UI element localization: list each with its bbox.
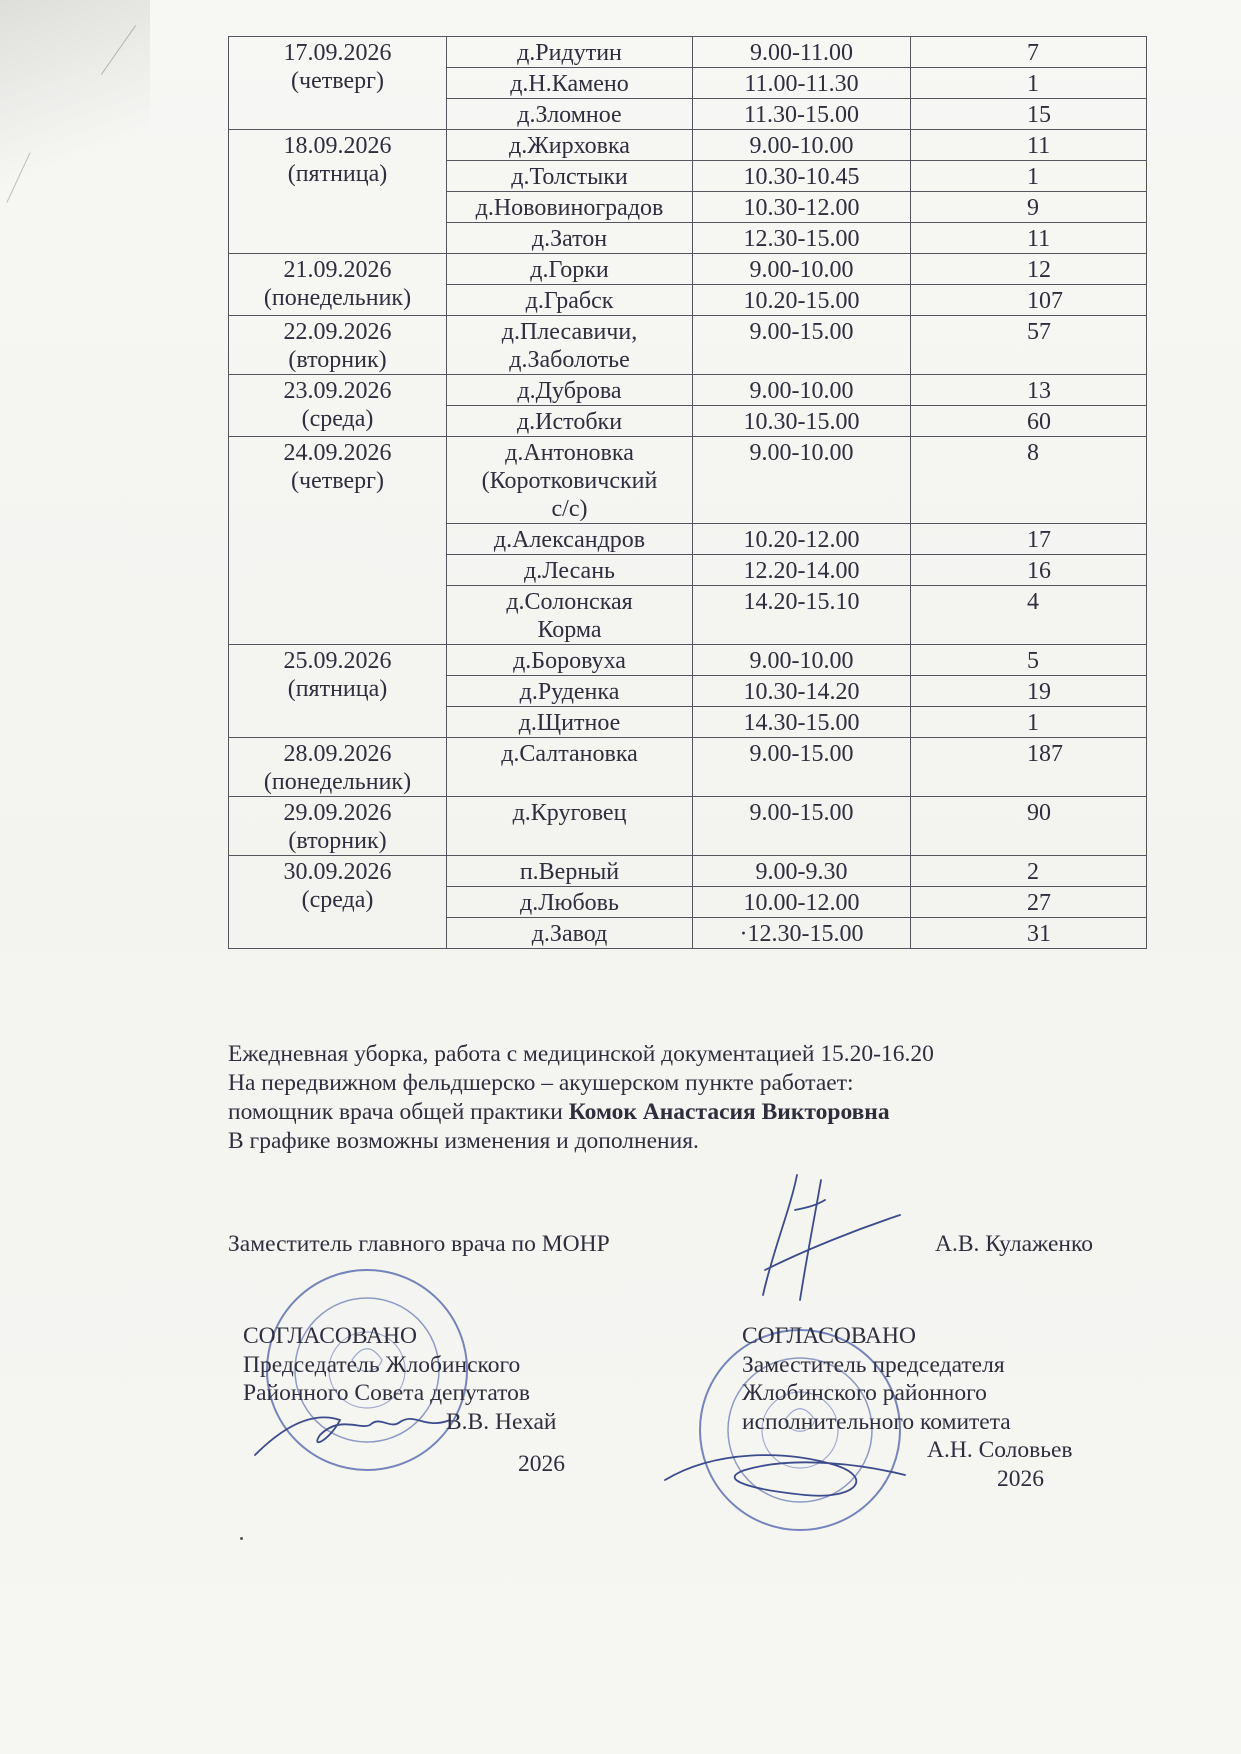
place-cell: д.Дуброва <box>447 375 693 406</box>
approval-heading: СОГЛАСОВАНО <box>742 1323 916 1349</box>
count-cell: 7 <box>911 37 1147 68</box>
note-line: В графике возможны изменения и дополнения. <box>228 1128 699 1154</box>
count-cell: 1 <box>911 68 1147 99</box>
count-cell: 13 <box>911 375 1147 406</box>
time-cell: 9.00-10.00 <box>693 437 911 524</box>
scan-shadow <box>0 0 150 260</box>
date-cell <box>229 645 447 738</box>
place-cell: д.Зломное <box>447 99 693 130</box>
weekday-text: (пятница) <box>287 676 388 702</box>
place-cell <box>447 316 693 375</box>
time-cell: 9.00-10.00 <box>693 130 911 161</box>
table-row <box>229 37 1147 68</box>
date-text: 21.09.2026 <box>283 257 392 283</box>
time-cell: 14.20-15.10 <box>693 586 911 645</box>
count-cell: 187 <box>911 738 1147 797</box>
date-cell <box>229 37 447 130</box>
approver-name: В.В. Нехай <box>446 1408 557 1435</box>
date-cell <box>229 797 447 856</box>
place-cell: д.Горки <box>447 254 693 285</box>
place-cell: д.Щитное <box>447 707 693 738</box>
time-cell: 9.00-10.00 <box>693 645 911 676</box>
weekday-text: (среда) <box>301 406 374 432</box>
place-cell: д.Затон <box>447 223 693 254</box>
count-cell: 31 <box>911 918 1147 949</box>
time-cell: 9.00-15.00 <box>693 316 911 375</box>
date-cell <box>229 856 447 949</box>
count-cell: 17 <box>911 524 1147 555</box>
approval-block-right <box>742 1322 1102 1493</box>
table-row <box>229 316 1147 375</box>
time-cell: 10.20-12.00 <box>693 524 911 555</box>
time-cell: ·12.30-15.00 <box>693 918 911 949</box>
count-cell: 19 <box>911 676 1147 707</box>
place-cell: д.Круговец <box>447 797 693 856</box>
date-cell <box>229 130 447 254</box>
time-cell: 10.30-10.45 <box>693 161 911 192</box>
date-text: 18.09.2026 <box>283 133 392 159</box>
date-cell <box>229 316 447 375</box>
count-cell: 11 <box>911 130 1147 161</box>
date-text: 17.09.2026 <box>283 40 392 66</box>
place-cell: д.Истобки <box>447 406 693 437</box>
time-cell: 10.30-12.00 <box>693 192 911 223</box>
date-text: 29.09.2026 <box>283 800 392 826</box>
scan-artifact-line <box>101 25 136 75</box>
signer-position: Заместитель главного врача по МОНР <box>228 1231 610 1257</box>
place-cell: д.Грабск <box>447 285 693 316</box>
signer-name: А.В. Кулаженко <box>935 1231 1093 1257</box>
time-cell: 10.20-15.00 <box>693 285 911 316</box>
time-cell: 11.00-11.30 <box>693 68 911 99</box>
note-line: На передвижном фельдшерско – акушерском пункте работает: <box>228 1070 854 1096</box>
approver-name: А.Н. Соловьев <box>927 1437 1073 1463</box>
place-text: Корма <box>537 617 602 643</box>
place-cell <box>447 586 693 645</box>
weekday-text: (вторник) <box>288 828 387 854</box>
place-text: с/с) <box>551 496 588 522</box>
time-cell: 9.00-10.00 <box>693 375 911 406</box>
place-cell: д.Жирховка <box>447 130 693 161</box>
weekday-text: (четверг) <box>291 468 384 494</box>
scan-speck <box>240 1537 243 1540</box>
note-prefix: помощник врача общей практики <box>228 1099 569 1125</box>
table-row <box>229 130 1147 161</box>
time-cell: 9.00-10.00 <box>693 254 911 285</box>
time-cell: 9.00-11.00 <box>693 37 911 68</box>
place-text: д.Плесавичи, <box>501 319 638 345</box>
count-cell: 2 <box>911 856 1147 887</box>
approval-year: 2026 <box>997 1465 1044 1492</box>
count-cell: 12 <box>911 254 1147 285</box>
count-cell: 15 <box>911 99 1147 130</box>
approval-line: исполнительного комитета <box>742 1408 1011 1435</box>
approval-line: Председатель Жлобинского <box>243 1351 521 1378</box>
table-row <box>229 797 1147 856</box>
count-cell: 11 <box>911 223 1147 254</box>
date-text: 28.09.2026 <box>283 741 392 767</box>
date-cell <box>229 738 447 797</box>
staff-name: Комок Анастасия Викторовна <box>568 1099 890 1125</box>
approval-year: 2026 <box>518 1451 565 1477</box>
table-row <box>229 856 1147 887</box>
time-cell: 10.00-12.00 <box>693 887 911 918</box>
place-cell <box>447 437 693 524</box>
weekday-text: (среда) <box>301 887 374 913</box>
weekday-text: (понедельник) <box>263 769 412 795</box>
time-cell: 12.30-15.00 <box>693 223 911 254</box>
place-cell: д.Толстыки <box>447 161 693 192</box>
place-text: д.Солонская <box>506 589 633 615</box>
notes-block <box>228 1040 1148 1156</box>
time-cell: 10.30-15.00 <box>693 406 911 437</box>
approval-line: Районного Совета депутатов <box>243 1380 530 1406</box>
count-cell: 8 <box>911 437 1147 524</box>
count-cell: 90 <box>911 797 1147 856</box>
date-text: 24.09.2026 <box>283 440 392 466</box>
weekday-text: (пятница) <box>287 161 388 187</box>
place-cell: п.Верный <box>447 856 693 887</box>
table-row <box>229 254 1147 285</box>
note-line <box>228 1098 1148 1127</box>
approval-line: Заместитель председателя <box>742 1351 1005 1378</box>
table-row <box>229 375 1147 406</box>
weekday-text: (вторник) <box>288 347 387 373</box>
date-cell <box>229 254 447 316</box>
date-text: 25.09.2026 <box>283 648 392 674</box>
date-text: 22.09.2026 <box>283 319 392 345</box>
date-text: 23.09.2026 <box>283 378 392 404</box>
place-cell: д.Александров <box>447 524 693 555</box>
count-cell: 107 <box>911 285 1147 316</box>
count-cell: 16 <box>911 555 1147 586</box>
place-text: (Коротковичский <box>481 468 658 494</box>
count-cell: 60 <box>911 406 1147 437</box>
place-cell: д.Руденка <box>447 676 693 707</box>
weekday-text: (понедельник) <box>263 285 412 311</box>
approval-heading: СОГЛАСОВАНО <box>243 1323 417 1349</box>
time-cell: 9.00-15.00 <box>693 797 911 856</box>
time-cell: 14.30-15.00 <box>693 707 911 738</box>
approval-block-left <box>243 1322 623 1479</box>
count-cell: 9 <box>911 192 1147 223</box>
place-cell: д.Лесань <box>447 555 693 586</box>
schedule-table <box>228 36 1147 949</box>
signature-kulazhenko <box>735 1170 905 1310</box>
place-cell: д.Завод <box>447 918 693 949</box>
date-cell <box>229 437 447 645</box>
weekday-text: (четверг) <box>291 68 384 94</box>
table-row <box>229 645 1147 676</box>
approval-line: Жлобинского районного <box>742 1380 987 1406</box>
time-cell: 9.00-9.30 <box>693 856 911 887</box>
count-cell: 5 <box>911 645 1147 676</box>
date-cell <box>229 375 447 437</box>
count-cell: 4 <box>911 586 1147 645</box>
count-cell: 57 <box>911 316 1147 375</box>
place-text: д.Заболотье <box>509 347 630 373</box>
table-row <box>229 738 1147 797</box>
place-cell: д.Боровуха <box>447 645 693 676</box>
scan-artifact-line <box>6 152 30 202</box>
place-cell: д.Н.Камено <box>447 68 693 99</box>
place-cell: д.Салтановка <box>447 738 693 797</box>
table-row <box>229 437 1147 524</box>
place-cell: д.Нововиноградов <box>447 192 693 223</box>
time-cell: 10.30-14.20 <box>693 676 911 707</box>
note-line: Ежедневная уборка, работа с медицинской документацией 15.20-16.20 <box>228 1041 934 1067</box>
place-text: д.Антоновка <box>505 440 634 466</box>
time-cell: 11.30-15.00 <box>693 99 911 130</box>
count-cell: 1 <box>911 707 1147 738</box>
count-cell: 27 <box>911 887 1147 918</box>
time-cell: 9.00-15.00 <box>693 738 911 797</box>
place-cell: д.Ридутин <box>447 37 693 68</box>
time-cell: 12.20-14.00 <box>693 555 911 586</box>
count-cell: 1 <box>911 161 1147 192</box>
place-cell: д.Любовь <box>447 887 693 918</box>
date-text: 30.09.2026 <box>283 859 392 885</box>
